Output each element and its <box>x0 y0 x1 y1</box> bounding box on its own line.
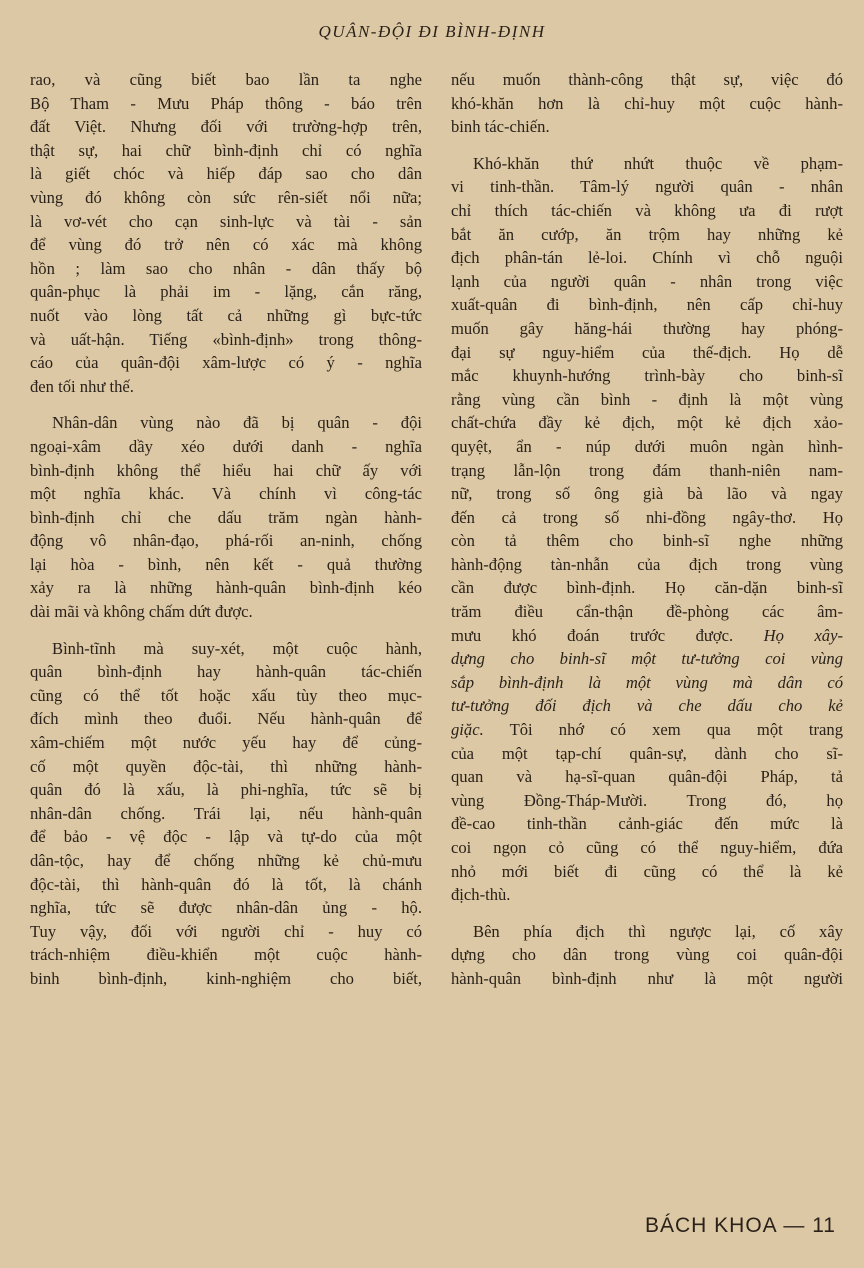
text-line: một nghĩa khác. Và chính vì công-tác <box>30 484 422 504</box>
text-line: chất-chứa đầy kẻ địch, một kẻ địch xảo- <box>451 413 843 433</box>
text-line: trạng lẫn-lộn trong đám thanh-niên nam- <box>451 460 843 480</box>
emphasis-text: Họ xây- <box>763 625 843 645</box>
right-column <box>451 68 843 991</box>
text-line: ngoại-xâm dầy xéo dưới danh - nghĩa <box>30 436 422 456</box>
text-line: và uất-hận. Tiếng «bình-định» trong thông- <box>30 329 422 349</box>
text-line: hành-quân bình-định như là một người <box>451 968 843 988</box>
text-line: binh bình-định, kinh-nghiệm cho biết, <box>30 968 422 988</box>
text-line: nuốt vào lòng tất cả những gì bực-tức <box>30 305 422 325</box>
text-line: rao, và cũng biết bao lần ta nghe <box>30 70 422 89</box>
text-line: quan và hạ-sĩ-quan quân-đội Pháp, tả <box>451 767 843 787</box>
left-column <box>30 68 422 991</box>
text-line: mắc khuynh-hướng trình-bày cho binh-sĩ <box>451 366 843 386</box>
running-header: QUÂN-ĐỘI ĐI BÌNH-ĐỊNH <box>318 22 546 41</box>
text-line: cần được bình-định. Họ căn-dặn binh-sĩ <box>451 578 843 598</box>
text-line: đen tối như thế. <box>30 376 134 396</box>
text-line: xuất-quân đi bình-định, nên cấp chỉ-huy <box>451 295 843 315</box>
text-line: bắt ăn cướp, ăn trộm hay những kẻ <box>451 224 843 244</box>
paragraph <box>451 920 843 991</box>
text-line: nghĩa, tức sẽ được nhân-dân ủng - hộ. <box>30 898 422 918</box>
text-line: Nhân-dân vùng nào đã bị quân - đội <box>52 413 422 433</box>
text-line: đề-cao tinh-thần cảnh-giác đến mức là <box>451 814 843 834</box>
text-line: chỉ thích tác-chiến và không ưa đi rượt <box>451 200 843 220</box>
text-line: địch-thù. <box>451 885 511 905</box>
text-line: sắp bình-định là một vùng mà dân có <box>451 672 843 692</box>
text-line: quân đó là xấu, là phi-nghĩa, tức sẽ bị <box>30 780 422 800</box>
page-footer: BÁCH KHOA — 11 <box>644 1214 836 1237</box>
paragraph <box>30 637 422 991</box>
text-line: quân-phục là phải im - lặng, cắn răng, <box>30 282 422 302</box>
text-line: là giết chóc và hiếp đáp sao cho dân <box>30 164 422 184</box>
text-line: để bảo - vệ độc - lập và tự-do của một <box>30 827 422 847</box>
text-line: hành-động tàn-nhẫn của địch trong vùng <box>451 554 843 574</box>
text-line: dựng cho dân trong vùng coi quân-đội <box>451 945 843 965</box>
text-line: Bên phía địch thì ngược lại, cố xây <box>473 921 843 941</box>
text-line: bình-định không thể hiểu hai chữ ấy với <box>30 460 422 480</box>
text-line: xâm-chiếm một nước yếu hay để củng- <box>30 733 422 753</box>
text-line: Tuy vậy, đối với người chỉ - huy có <box>30 921 422 941</box>
paragraph <box>30 411 422 623</box>
text-line: khó-khăn hơn là chỉ-huy một cuộc hành- <box>451 93 843 113</box>
text-line: Bộ Tham - Mưu Pháp thông - báo trên <box>30 93 422 113</box>
text-line: độc-tài, thì hành-quân đó là tốt, là chánh <box>30 874 422 894</box>
text-line: thật sự, hai chữ bình-định chỉ có nghĩa <box>30 140 422 160</box>
text-line: mưu khó đoán trước được. Họ xây- <box>451 625 843 645</box>
text-line: giặc. Tôi nhớ có xem qua một trang <box>451 720 843 740</box>
text-line: đất Việt. Nhưng đối với trường-hợp trên, <box>30 117 422 137</box>
text-line: muốn gây hăng-hái thường hay phóng- <box>451 318 843 338</box>
text-line: lạnh của người quân - nhân trong việc <box>451 271 843 291</box>
text-line: để vùng đó trở nên có xác mà không <box>30 235 422 255</box>
text-line: trăm điều cẩn-thận đề-phòng các âm- <box>451 602 843 622</box>
text-line: nếu muốn thành-công thật sự, việc đó <box>451 70 843 89</box>
text-line: còn tả thêm cho binh-sĩ nghe những <box>451 531 843 551</box>
text-line: của một tạp-chí quân-sự, dành cho sĩ- <box>451 743 843 763</box>
text-line: vi tinh-thần. Tâm-lý người quân - nhân <box>451 177 843 197</box>
text-line: nhỏ mới biết đi cũng có thể là kẻ <box>451 861 843 881</box>
paragraph <box>451 152 843 907</box>
text-line: vùng Đồng-Tháp-Mười. Trong đó, họ <box>451 790 843 810</box>
text-line: là vơ-vét cho cạn sinh-lực và tài - sản <box>30 211 422 231</box>
text-line: quyệt, ẩn - núp dưới muôn ngàn hình- <box>451 436 843 456</box>
text-line: Bình-tĩnh mà suy-xét, một cuộc hành, <box>52 638 422 658</box>
text-line: địch phân-tán lẻ-loi. Chính vì chỗ nguội <box>451 248 843 268</box>
text-line: trách-nhiệm điều-khiển một cuộc hành- <box>30 945 422 965</box>
text-line: nữ, trong số ông già bà lão và ngay <box>451 484 843 504</box>
text-line: tư-tưởng đối địch và che dấu cho kẻ <box>451 696 843 716</box>
text-line: binh tác-chiến. <box>451 117 550 137</box>
text-line: dài mãi và không chấm dứt được. <box>30 602 253 622</box>
text-line: cố một quyền độc-tài, thì những hành- <box>30 756 422 776</box>
text-line: đến cả trong số nhi-đồng ngây-thơ. Họ <box>451 507 843 527</box>
text-line: động vô nhân-đạo, phá-rối an-ninh, chống <box>30 531 422 551</box>
text-line: bình-định chỉ che dấu trăm ngàn hành- <box>30 507 422 527</box>
text-line: coi ngọn cỏ cũng có thể nguy-hiểm, đứa <box>451 838 843 857</box>
text-line: vùng đó không còn sức rên-siết nổi nữa; <box>30 187 422 207</box>
paragraph <box>451 68 843 139</box>
text-line: hồn ; làm sao cho nhân - dân thấy bộ <box>30 258 422 278</box>
text-line: đại sự nguy-hiểm của thế-địch. Họ dễ <box>451 342 843 362</box>
text-line: dân-tộc, hay để chống những kẻ chủ-mưu <box>30 851 422 870</box>
text-line: dựng cho binh-sĩ một tư-tưởng coi vùng <box>451 649 843 669</box>
paragraph <box>30 68 422 398</box>
text-line: cáo của quân-đội xâm-lược có ý - nghĩa <box>30 353 422 373</box>
text-line: lại hòa - bình, nên kết - quả thường <box>30 554 422 574</box>
text-line: quân bình-định hay hành-quân tác-chiến <box>30 662 422 682</box>
text-line: xảy ra là những hành-quân bình-định kéo <box>30 578 422 598</box>
text-line: cũng có thể tốt hoặc xấu tùy theo mục- <box>30 685 422 705</box>
text-line: rằng vùng cần bình - định là một vùng <box>451 389 843 409</box>
text-line: đích mình theo đuổi. Nếu hành-quân để <box>30 709 422 729</box>
text-line: Khó-khăn thứ nhứt thuộc về phạm- <box>473 153 843 173</box>
emphasis-text: giặc. <box>451 720 484 740</box>
text-line: nhân-dân chống. Trái lại, nếu hành-quân <box>30 803 422 823</box>
